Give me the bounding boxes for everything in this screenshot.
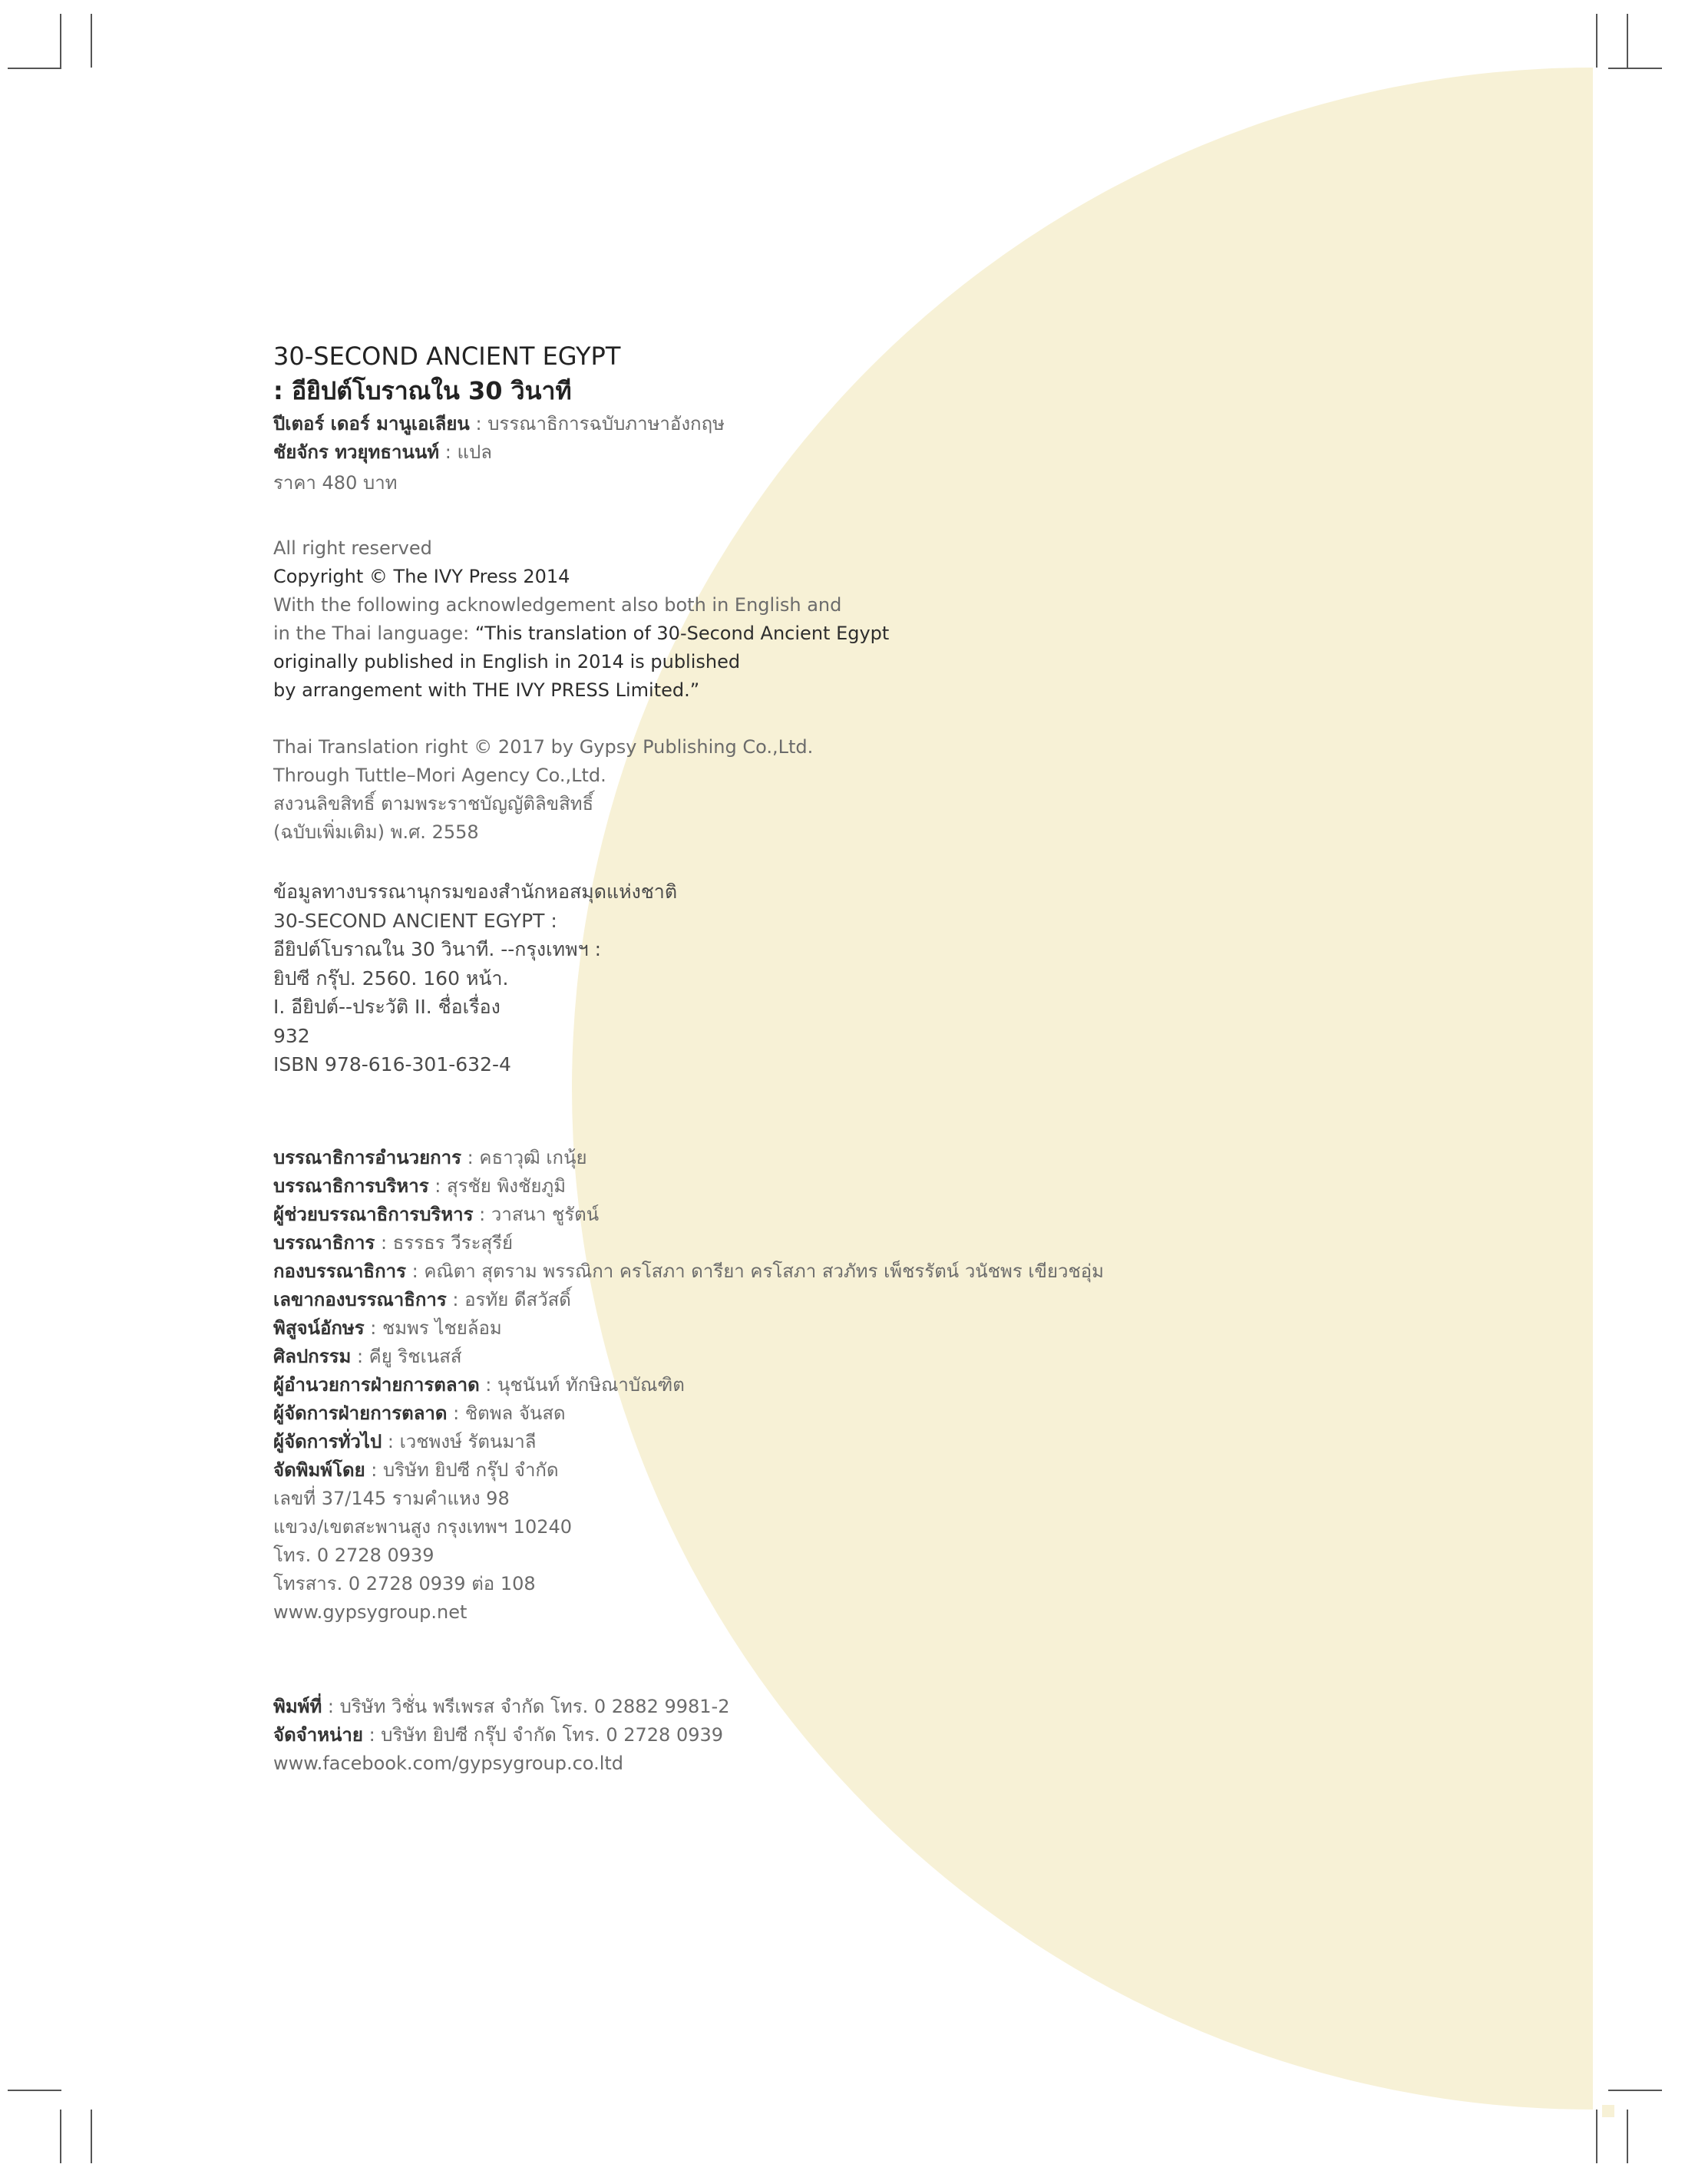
printer-label: พิมพ์ที่	[273, 1696, 322, 1717]
corner-square	[1602, 2105, 1614, 2117]
crop-mark	[1627, 2110, 1628, 2163]
crop-mark	[60, 14, 61, 68]
copyright-line: Copyright © The IVY Press 2014	[273, 566, 570, 587]
crop-mark	[91, 14, 92, 68]
address-line: เลขที่ 37/145 รามคำแหง 98	[273, 1488, 510, 1509]
agency-line: Through Tuttle–Mori Agency Co.,Ltd.	[273, 765, 606, 786]
staff-line	[273, 1314, 1502, 1343]
staff-label: บรรณาธิการ	[273, 1232, 375, 1254]
staff-line	[273, 1343, 1502, 1371]
catalog-line: อียิปต์โบราณใน 30 วินาที. --กรุงเทพฯ :	[273, 938, 601, 960]
editor-name: ปีเตอร์ เดอร์ มานูเอเลียน	[273, 413, 470, 434]
staff-label: ศิลปกรรม	[273, 1346, 352, 1367]
editor-role: : บรรณาธิการฉบับภาษาอังกฤษ	[469, 413, 725, 434]
staff-value: : บริษัท ยิปซี กรุ๊ป จำกัด	[365, 1459, 559, 1481]
facebook-link: www.facebook.com/gypsygroup.co.ltd	[273, 1753, 624, 1774]
acknowledgement-plain: in the Thai language:	[273, 623, 475, 644]
staff-value: : เวชพงษ์ รัตนมาลี	[382, 1431, 537, 1452]
translator-credit	[273, 438, 1502, 467]
catalog-classification: 932	[273, 1024, 310, 1047]
staff-line	[273, 1428, 1502, 1456]
catalog-isbn: ISBN 978-616-301-632-4	[273, 1053, 511, 1075]
staff-line	[273, 1201, 1502, 1229]
staff-label: ผู้จัดการฝ่ายการตลาด	[273, 1403, 448, 1424]
catalog-heading: ข้อมูลทางบรรณานุกรมของสำนักหอสมุดแห่งชาติ	[273, 881, 678, 903]
copyright-block	[273, 534, 1502, 705]
fax-number: โทรสาร. 0 2728 0939 ต่อ 108	[273, 1573, 536, 1594]
staff-value: : นุชนันท์ ทักษิณาบัณฑิต	[479, 1374, 685, 1396]
distributor-label: จัดจำหน่าย	[273, 1724, 363, 1746]
crop-mark	[1608, 68, 1662, 69]
editor-credit	[273, 410, 1502, 438]
crop-mark	[1596, 2110, 1597, 2163]
staff-value: : อรทัย ดีสวัสดิ์	[446, 1289, 571, 1310]
crop-mark	[1596, 14, 1597, 68]
staff-value: : คียู ริชเนสส์	[351, 1346, 462, 1367]
acknowledgement-line-4: by arrangement with THE IVY PRESS Limited.”	[273, 679, 700, 701]
staff-label: กองบรรณาธิการ	[273, 1261, 406, 1282]
staff-line	[273, 1286, 1502, 1314]
crop-mark	[8, 68, 61, 69]
acknowledgement-line-3: originally published in English in 2014 is published	[273, 651, 741, 672]
acknowledgement-quote-start: “This translation of 30-Second Ancient Egypt	[474, 623, 890, 644]
staff-label: จัดพิมพ์โดย	[273, 1459, 365, 1481]
staff-value: : ชมพร ไชยล้อม	[364, 1317, 502, 1339]
staff-line	[273, 1229, 1502, 1257]
staff-label: ผู้ช่วยบรรณาธิการบริหาร	[273, 1204, 474, 1225]
crop-mark	[91, 2110, 92, 2163]
staff-value: : สุรชัย พิงชัยภูมิ	[428, 1175, 567, 1197]
staff-line	[273, 1257, 1502, 1286]
title-block	[273, 339, 1502, 497]
staff-line	[273, 1371, 1502, 1399]
crop-mark	[1608, 2090, 1662, 2091]
staff-value: : คธาวุฒิ เกนุ้ย	[461, 1147, 587, 1168]
catalog-line: I. อียิปต์--ประวัติ II. ชื่อเรื่อง	[273, 996, 501, 1018]
catalog-line: ยิปซี กรุ๊ป. 2560. 160 หน้า.	[273, 966, 509, 990]
phone-number: โทร. 0 2728 0939	[273, 1545, 434, 1566]
catalog-block	[273, 877, 1502, 1079]
translator-role: : แปล	[439, 441, 492, 463]
printing-block	[273, 1693, 1502, 1778]
copyright-act-line: สงวนลิขสิทธิ์ ตามพระราชบัญญัติลิขสิทธิ์	[273, 793, 594, 814]
translation-right-line: Thai Translation right © 2017 by Gypsy Publishing Co.,Ltd.	[273, 736, 814, 758]
book-title-english: 30-SECOND ANCIENT EGYPT	[273, 342, 621, 371]
staff-label: บรรณาธิการอำนวยการ	[273, 1147, 462, 1168]
book-title-thai: : อียิปต์โบราณใน 30 วินาที	[273, 376, 572, 405]
staff-label: พิสูจน์อักษร	[273, 1317, 365, 1339]
address-line: แขวง/เขตสะพานสูง กรุงเทพฯ 10240	[273, 1516, 573, 1538]
staff-label: ผู้อำนวยการฝ่ายการตลาด	[273, 1374, 480, 1396]
acknowledgement-line-2	[273, 620, 1502, 648]
website: www.gypsygroup.net	[273, 1601, 468, 1623]
printer-value: : บริษัท วิชั่น พรีเพรส จำกัด โทร. 0 2882 9981-2	[322, 1696, 730, 1717]
staff-block	[273, 1144, 1502, 1627]
staff-value: : ธรรธร วีระสุรีย์	[375, 1232, 514, 1254]
staff-value: : วาสนา ชูรัตน์	[473, 1204, 600, 1225]
staff-label: เลขากองบรรณาธิการ	[273, 1289, 447, 1310]
printer-line	[273, 1693, 1502, 1721]
crop-mark	[60, 2110, 61, 2163]
copyright-act-year: (ฉบับเพิ่มเติม) พ.ศ. 2558	[273, 821, 479, 843]
staff-label: บรรณาธิการบริหาร	[273, 1175, 429, 1197]
acknowledgement-line-1: With the following acknowledgement also both in English and	[273, 594, 842, 616]
crop-mark	[1627, 14, 1628, 68]
distributor-line	[273, 1721, 1502, 1750]
translation-rights-block	[273, 733, 1502, 847]
catalog-line: 30-SECOND ANCIENT EGYPT :	[273, 909, 557, 932]
staff-value: : คณิตา สุตราม พรรณิกา ครโสภา ดารียา ครโสภา สวภัทร เพ็ชรรัตน์ วนัชพร เขียวชอุ่ม	[405, 1261, 1105, 1282]
price: ราคา 480 บาท	[273, 472, 398, 494]
staff-line	[273, 1172, 1502, 1201]
staff-line	[273, 1144, 1502, 1172]
staff-line	[273, 1456, 1502, 1485]
rights-reserved: All right reserved	[273, 537, 432, 559]
staff-label: ผู้จัดการทั่วไป	[273, 1431, 382, 1452]
staff-value: : ชิตพล จันสด	[447, 1403, 566, 1424]
crop-mark	[8, 2090, 61, 2091]
translator-name: ชัยจักร ทวยุทธานนท์	[273, 441, 440, 463]
staff-line	[273, 1399, 1502, 1428]
distributor-value: : บริษัท ยิปซี กรุ๊ป จำกัด โทร. 0 2728 0939	[362, 1724, 724, 1746]
